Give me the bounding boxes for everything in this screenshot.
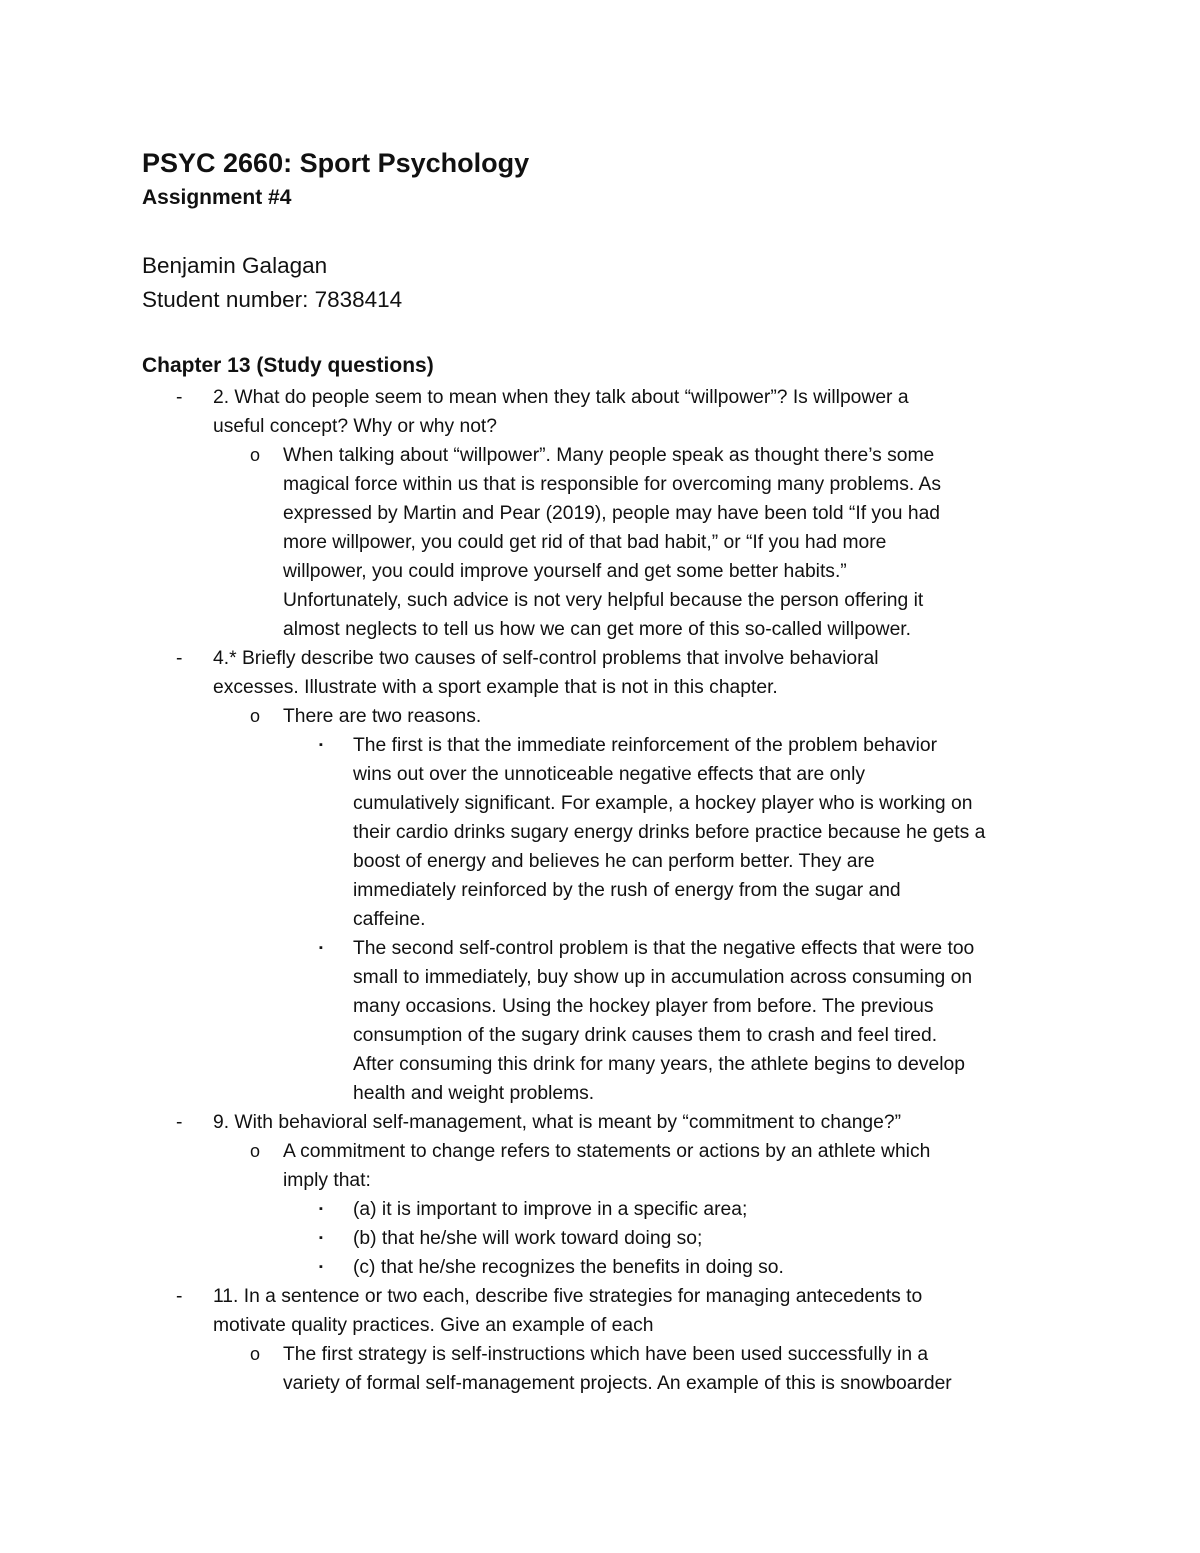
- reason-line: The first is that the immediate reinforcement of the problem behavior: [353, 735, 938, 756]
- square-bullet: ▪: [319, 1203, 323, 1215]
- reason-line: After consuming this drink for many years, the athlete begins to develop: [353, 1054, 965, 1075]
- answer-line: The first strategy is self-instructions which have been used successfully in a: [283, 1344, 929, 1365]
- reason-line: The second self-control problem is that the negative effects that were too: [353, 938, 975, 959]
- answer-line: expressed by Martin and Pear (2019), people may have been told “If you had: [283, 503, 941, 524]
- answer-line: Unfortunately, such advice is not very helpful because the person offering it: [283, 590, 924, 611]
- question-line: 4.* Briefly describe two causes of self-control problems that involve behavioral: [213, 648, 879, 669]
- point-line: (a) it is important to improve in a specific area;: [353, 1199, 748, 1220]
- question-line: 9. With behavioral self-management, what is meant by “commitment to change?”: [213, 1112, 902, 1133]
- reason-line: caffeine.: [353, 909, 426, 930]
- square-bullet: ▪: [319, 942, 323, 954]
- answer-line: willpower, you could improve yourself and get some better habits.”: [283, 561, 847, 582]
- course-title: PSYC 2660: Sport Psychology: [142, 148, 530, 178]
- reason-line: cumulatively significant. For example, a hockey player who is working on: [353, 793, 973, 814]
- answer-line: almost neglects to tell us how we can get more of this so-called willpower.: [283, 619, 912, 640]
- reason-line: boost of energy and believes he can perform better. They are: [353, 851, 875, 872]
- question-4: [142, 644, 1072, 702]
- question-line: 11. In a sentence or two each, describe five strategies for managing antecedents to: [213, 1286, 923, 1307]
- dash-bullet: -: [176, 1112, 183, 1133]
- circle-bullet: o: [250, 1344, 261, 1364]
- reason-2: [142, 934, 1072, 1108]
- square-bullet: ▪: [319, 739, 323, 751]
- dash-bullet: -: [176, 648, 183, 669]
- question-line: excesses. Illustrate with a sport example that is not in this chapter.: [213, 677, 778, 698]
- answer-line: imply that:: [283, 1170, 371, 1191]
- reason-1: [142, 731, 1072, 934]
- answer-line: variety of formal self-management projects. An example of this is snowboarder: [283, 1373, 952, 1394]
- reason-line: small to immediately, buy show up in accumulation across consuming on: [353, 967, 973, 988]
- answer-line: When talking about “willpower”. Many people speak as thought there’s some: [283, 445, 935, 466]
- point-line: (b) that he/she will work toward doing so;: [353, 1228, 703, 1249]
- square-bullet: ▪: [319, 1261, 323, 1273]
- question-9: [142, 1108, 1072, 1137]
- commitment-point-c: [142, 1253, 1072, 1282]
- question-line: 2. What do people seem to mean when they talk about “willpower”? Is willpower a: [213, 387, 909, 408]
- square-bullet: ▪: [319, 1232, 323, 1244]
- question-2: [142, 383, 1072, 441]
- answer-4: [142, 702, 1072, 731]
- reason-line: many occasions. Using the hockey player from before. The previous: [353, 996, 934, 1017]
- reason-line: their cardio drinks sugary energy drinks before practice because he gets a: [353, 822, 986, 843]
- reason-line: wins out over the unnoticeable negative effects that are only: [353, 764, 865, 785]
- chapter-heading: Chapter 13 (Study questions): [142, 354, 434, 377]
- question-line: motivate quality practices. Give an example of each: [213, 1315, 654, 1336]
- commitment-point-a: [142, 1195, 1072, 1224]
- question-11: [142, 1282, 1072, 1340]
- circle-bullet: o: [250, 706, 261, 726]
- blank-line: [142, 215, 1072, 249]
- reason-line: health and weight problems.: [353, 1083, 595, 1104]
- answer-line: There are two reasons.: [283, 706, 482, 727]
- answer-11: [142, 1340, 1072, 1398]
- circle-bullet: o: [250, 445, 261, 465]
- document-body: [142, 145, 1072, 1398]
- dash-bullet: -: [176, 1286, 183, 1307]
- answer-9: [142, 1137, 1072, 1195]
- student-name: Benjamin Galagan: [142, 253, 328, 278]
- answer-line: more willpower, you could get rid of that bad habit,” or “If you had more: [283, 532, 887, 553]
- answer-2: [142, 441, 1072, 644]
- question-line: useful concept? Why or why not?: [213, 416, 498, 437]
- point-line: (c) that he/she recognizes the benefits in doing so.: [353, 1257, 784, 1278]
- answer-line: A commitment to change refers to statements or actions by an athlete which: [283, 1141, 931, 1162]
- circle-bullet: o: [250, 1141, 261, 1161]
- student-number: Student number: 7838414: [142, 287, 403, 312]
- assignment-title: Assignment #4: [142, 186, 292, 209]
- answer-line: magical force within us that is responsible for overcoming many problems. As: [283, 474, 941, 495]
- reason-line: immediately reinforced by the rush of energy from the sugar and: [353, 880, 901, 901]
- commitment-point-b: [142, 1224, 1072, 1253]
- dash-bullet: -: [176, 387, 183, 408]
- reason-line: consumption of the sugary drink causes them to crash and feel tired.: [353, 1025, 938, 1046]
